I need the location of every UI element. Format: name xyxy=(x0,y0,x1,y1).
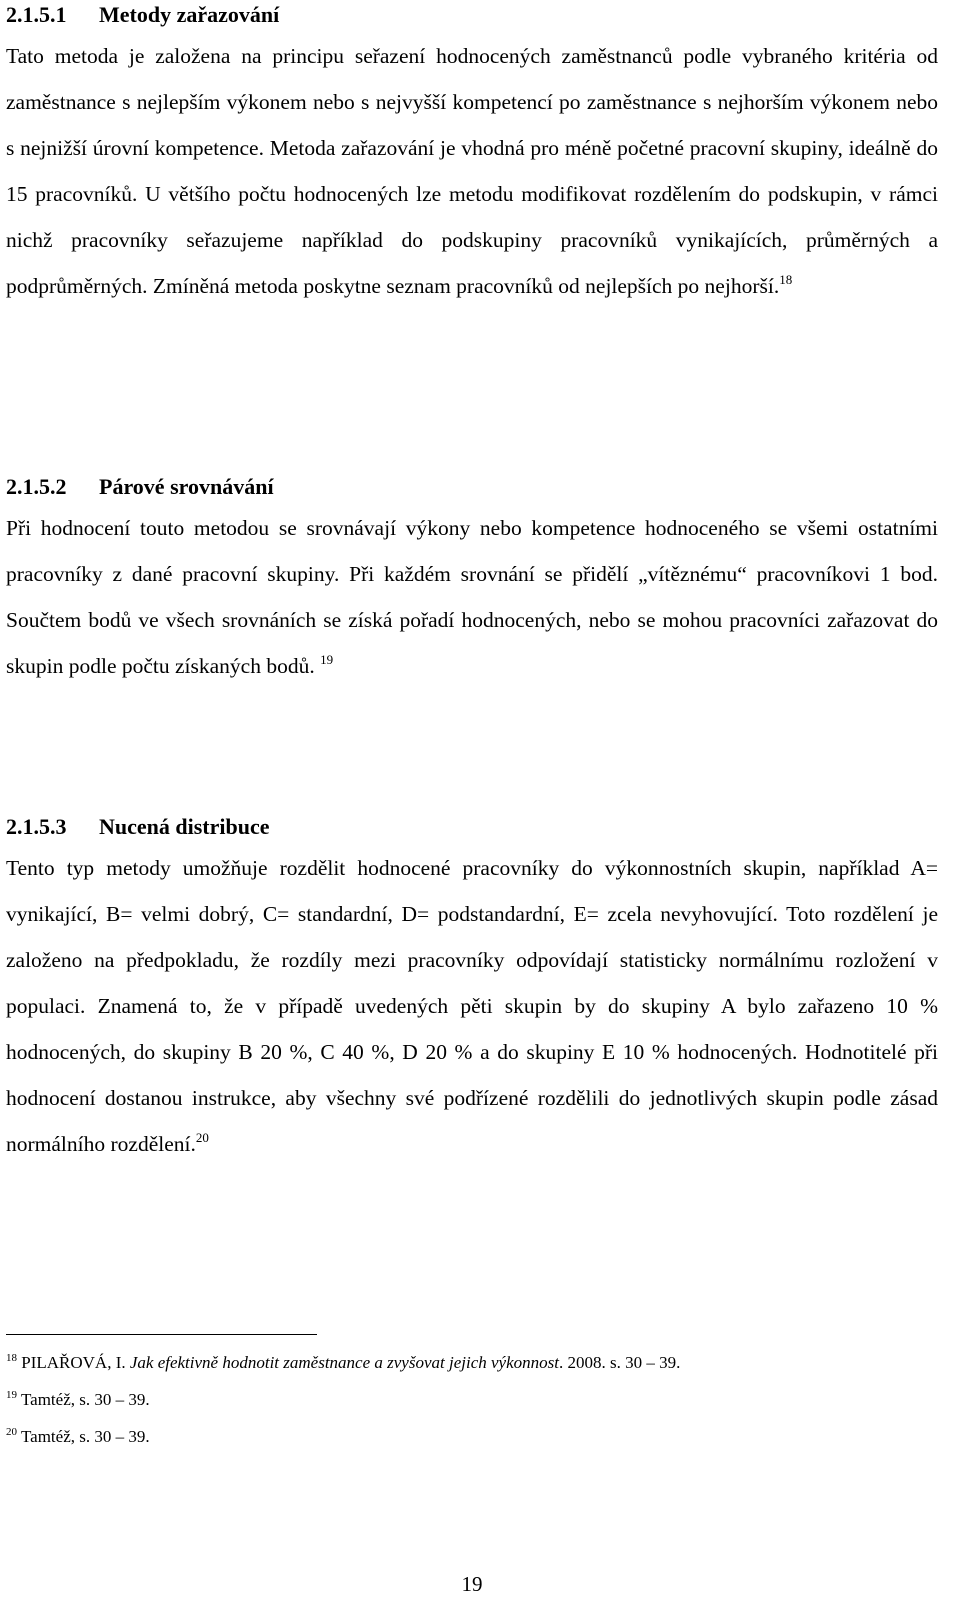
section-title: Nucená distribuce xyxy=(99,814,270,839)
paragraph-text: Při hodnocení touto metodou se srovnávají výkony nebo kompetence hodnoceného se všemi ostatními pracovníky z dané pracovní skupiny. Při každém srovnání se přidělí „vítěznému“ pracovníkovi 1 bod. Součtem bodů ve všech srovnáních se získá pořadí hodnocených, nebo se mohou pracovníci zařazovat do skupin podle počtu získaných bodů. xyxy=(6,516,938,678)
paragraph-text: Tato metoda je založena na principu seřazení hodnocených zaměstnanců podle vybraného kritéria od zaměstnance s nejlepším výkonem nebo s nejvyšší kompetencí po zaměstnance s nejhorším výkonem nebo s nejnižší úrovní kompetence. Metoda zařazování je vhodná pro méně početné pracovní skupiny, ideálně do 15 pracovníků. U většího počtu hodnocených lze metodu modifikovat rozdělením do podskupin, v rámci nichž pracovníky seřazujeme například do podskupiny pracovníků vynikajících, průměrných a podprůměrných. Zmíněná metoda poskytne seznam pracovníků od nejlepších po nejhorší. xyxy=(6,44,938,298)
footnote-reference[interactable]: 18 xyxy=(779,272,793,287)
footnote-text: Tamtéž, s. 30 – 39. xyxy=(20,1427,150,1446)
section-heading-2-1-5-3 xyxy=(6,812,270,842)
footnote-text: Tamtéž, s. 30 – 39. xyxy=(20,1390,150,1409)
section-heading-2-1-5-2 xyxy=(6,472,274,502)
footnote-18 xyxy=(6,1344,938,1381)
section-number: 2.1.5.3 xyxy=(6,814,67,839)
paragraph-text: Tento typ metody umožňuje rozdělit hodnocené pracovníky do výkonnostních skupin, například A= vynikající, B= velmi dobrý, C= standardní, D= podstandardní, E= zcela nevyhovující. Toto rozdělení je založeno na předpokladu, že rozdíly mezi pracovníky odpovídají statisticky normálnímu rozložení v populaci. Znamená to, že v případě uvedených pěti skupin by do skupiny A bylo zařazeno 10 % hodnocených, do skupiny B 20 %, C 40 %, D 20 % a do skupiny E 10 % hodnocených. Hodnotitelé při hodnocení dostanou instrukce, aby všechny své podřízené rozdělili do jednotlivých skupin podle zásad normálního rozdělení. xyxy=(6,856,938,1156)
footnote-reference[interactable]: 19 xyxy=(320,652,334,667)
footnote-20 xyxy=(6,1418,938,1455)
section-paragraph-2-1-5-3 xyxy=(6,845,938,1167)
footnote-rest: . 2008. s. 30 – 39. xyxy=(558,1353,681,1372)
footnote-title: Jak efektivně hodnotit zaměstnance a zvyšovat jejich výkonnost xyxy=(129,1353,559,1372)
section-heading-2-1-5-1 xyxy=(6,0,279,30)
footnote-number: 18 xyxy=(6,1352,17,1364)
footnote-number: 19 xyxy=(6,1389,17,1401)
footnote-separator xyxy=(6,1334,317,1335)
footnote-reference[interactable]: 20 xyxy=(195,1130,209,1145)
footnote-number: 20 xyxy=(6,1426,17,1438)
section-title: Párové srovnávání xyxy=(99,474,274,499)
section-paragraph-2-1-5-2 xyxy=(6,505,938,689)
footnotes xyxy=(6,1344,938,1455)
footnote-author: PILAŘOVÁ, I. xyxy=(21,1353,126,1372)
page-number: 19 xyxy=(461,1572,483,1596)
footnote-19 xyxy=(6,1381,938,1418)
section-number: 2.1.5.2 xyxy=(6,474,67,499)
section-number: 2.1.5.1 xyxy=(6,2,67,27)
section-paragraph-2-1-5-1 xyxy=(6,33,938,309)
section-title: Metody zařazování xyxy=(99,2,280,27)
